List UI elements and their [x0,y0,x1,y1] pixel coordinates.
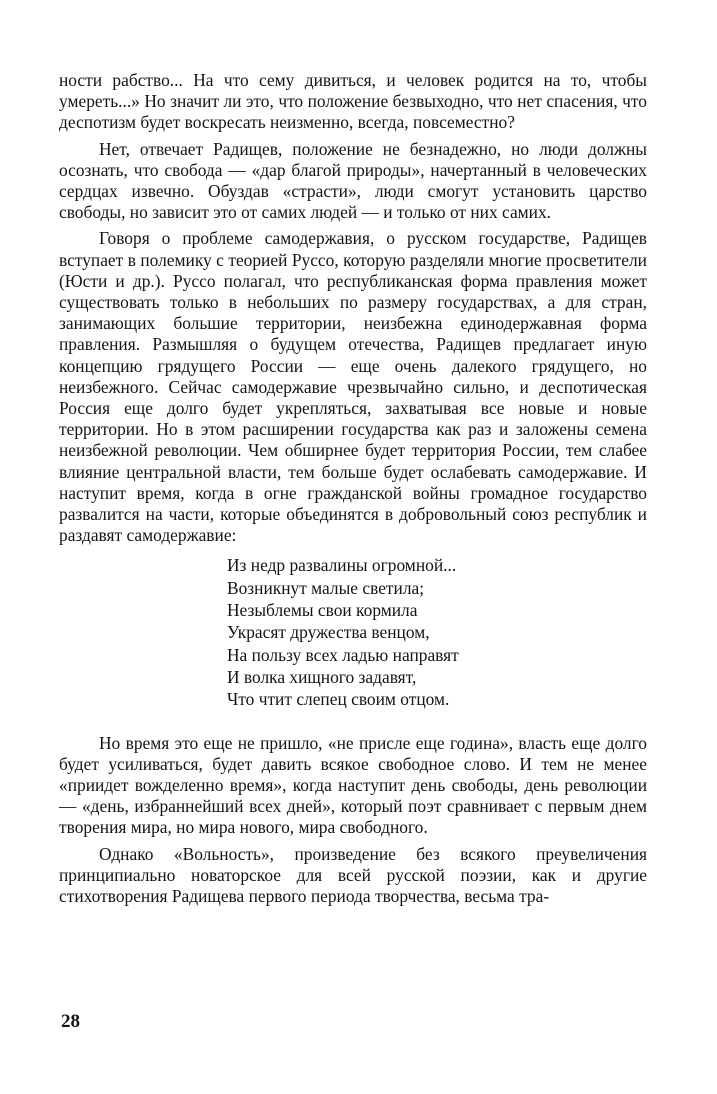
paragraph-5: Однако «Вольность», произведение без всякого преувеличения принципиально новаторское для всей русской поэзии, как и другие стихотворения Радищева первого периода творчества, весьма тра- [59,843,647,906]
paragraph-3: Говоря о проблеме самодержавия, о русском государстве, Радищев вступает в полемику с теорией Руссо, которую разделяли многие просветители (Юсти и др.). Руссо полагал, что республиканская форма правления может существовать только в небольших по размеру государствах, а для стран, занимающих большие территории, неизбежна единодержавная форма правления. Размышляя о будущем отечества, Радищев предлагает иную концепцию грядущего России — еще очень далекого грядущего, но неизбежного. Сейчас самодержавие чрезвычайно сильно, и деспотическая Россия еще долго будет укрепляться, захватывая все новые и новые территории. Но в этом расширении государства как раз и заложены семена неизбежной революции. Чем обширнее будет территория России, тем слабее влияние центральной власти, тем больше будет ослабевать самодержавие. И наступит время, когда в огне гражданской войны громадное государство развалится на части, которые объединятся в добровольный союз республик и раздавят самодержавие: [59,228,647,546]
verse-quote [227,554,647,710]
verse-line: Возникнут малые светила; [227,577,425,598]
verse-line: Незыблемы свои кормила [227,600,418,621]
paragraph-4: Но время это еще не пришло, «не присле еще година», власть еще долго будет усиливаться, будет давить всякое свободное слово. И тем не менее «приидет вожделенно время», когда наступит день свободы, день революции — «день, избраннейший всех дней», который поэт сравнивает с первым днем творения мира, но мира нового, мира свободного. [59,732,647,838]
verse-line: Украсят дружества венцом, [227,622,430,643]
page-number: 28 [61,1011,80,1032]
paragraph-1: ности рабство... На что сему дивиться, и человек родится на то, чтобы умереть...» Но значит ли это, что положение безвыходно, что нет спасения, что деспотизм будет воскресать неизменно, всегда, повсеместно? [59,70,647,133]
verse-line: Что чтит слепец своим отцом. [227,689,450,710]
page-body [59,70,647,912]
verse-line: Из недр развалины огромной... [227,555,457,576]
verse-line: И волка хищного задавят, [227,666,417,687]
paragraph-2: Нет, отвечает Радищев, положение не безнадежно, но люди должны осознать, что свобода — «дар благой природы», начертанный в человеческих сердцах извечно. Обуздав «страсти», люди смогут установить царство свободы, но зависит это от самих людей — и только от них самих. [59,138,647,223]
verse-line: На пользу всех ладью направят [227,644,459,665]
